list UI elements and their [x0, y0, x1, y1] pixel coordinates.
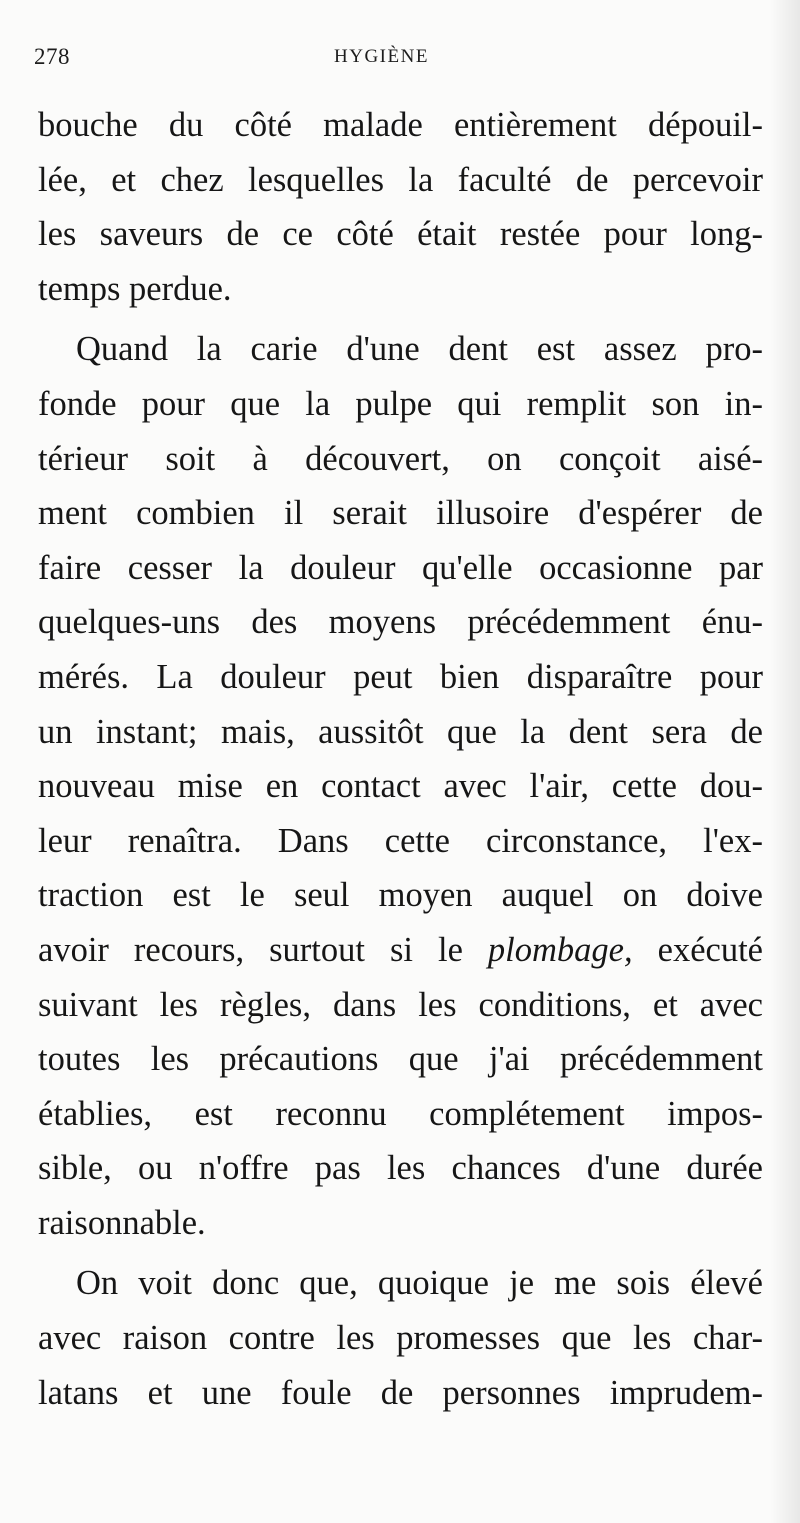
text-line: un instant; mais, aussitôt que la dent sera de — [38, 712, 763, 751]
text-segment: avoir recours, surtout si le — [38, 930, 488, 969]
text-line: temps perdue. — [38, 269, 232, 308]
running-title: HYGIÈNE — [334, 46, 429, 67]
body-text — [38, 98, 763, 1420]
text-line: les saveurs de ce côté était restée pour long- — [38, 215, 763, 254]
text-line: nouveau mise en contact avec l'air, cette dou- — [38, 767, 763, 806]
text-line: suivant les règles, dans les conditions, et avec — [38, 985, 763, 1024]
text-line: raisonnable. — [38, 1203, 206, 1242]
text-line: toutes les précautions que j'ai précédemment — [38, 1040, 763, 1079]
text-line: quelques-uns des moyens précédemment énu- — [38, 603, 763, 642]
text-line: leur renaîtra. Dans cette circonstance, l'ex- — [38, 821, 763, 860]
paragraph-first-line: Quand la carie d'une dent est assez pro- — [76, 330, 763, 369]
text-line: mérés. La douleur peut bien disparaître pour — [38, 657, 763, 696]
page-number: 278 — [34, 44, 70, 69]
text-line: bouche du côté malade entièrement dépouil- — [38, 106, 763, 144]
text-line: traction est le seul moyen auquel on doive — [38, 876, 763, 915]
text-line: térieur soit à découvert, on conçoit aisé- — [38, 439, 763, 478]
text-line: fonde pour que la pulpe qui remplit son in- — [38, 384, 763, 423]
text-line: latans et une foule de personnes imprudem- — [38, 1373, 763, 1412]
text-line: ment combien il serait illusoire d'espérer de — [38, 494, 763, 533]
text-line: avec raison contre les promesses que les char- — [38, 1319, 763, 1358]
paragraph-first-line: On voit donc que, quoique je me sois élevé — [76, 1264, 763, 1303]
italic-term: plombage, — [487, 930, 633, 969]
text-segment: exécuté — [632, 930, 763, 969]
text-line: établies, est reconnu complétement impos- — [38, 1094, 763, 1133]
text-line: lée, et chez lesquelles la faculté de percevoir — [38, 160, 763, 199]
text-line: sible, ou n'offre pas les chances d'une durée — [38, 1149, 763, 1188]
running-head — [34, 44, 764, 78]
text-line-with-italic — [38, 923, 763, 978]
page-edge-shadow — [770, 0, 800, 1523]
text-line: faire cesser la douleur qu'elle occasionne par — [38, 548, 763, 587]
